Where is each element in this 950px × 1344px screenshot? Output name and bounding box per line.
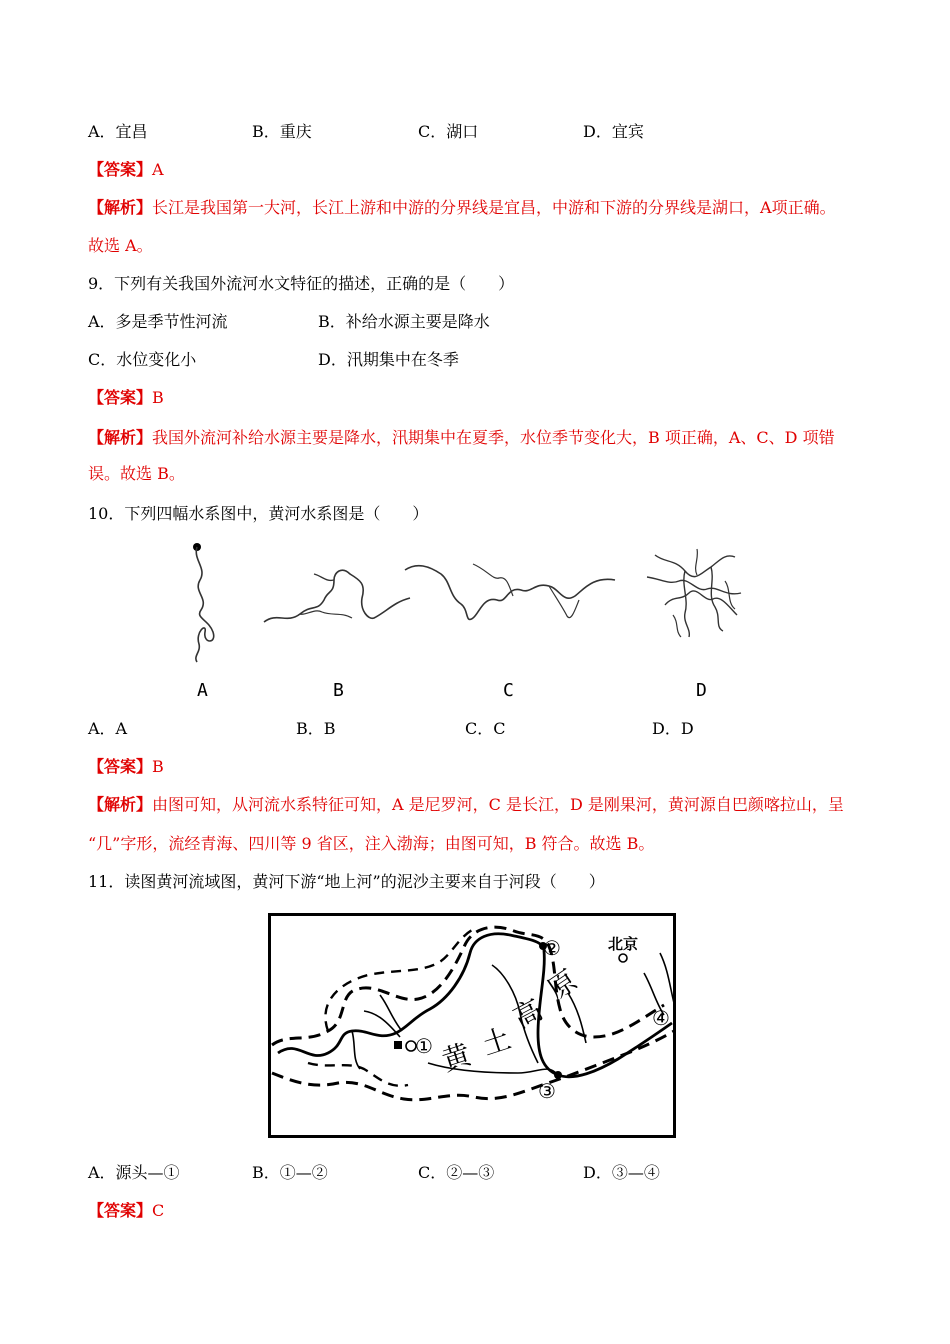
q9-option-a: A．多是季节性河流 — [88, 312, 228, 331]
q8-answer — [88, 160, 164, 180]
figure-label-b: B — [333, 680, 344, 701]
q10-question: 10．下列四幅水系图中，黄河水系图是（ ） — [88, 504, 429, 523]
marker-1: ① — [415, 1034, 433, 1058]
answer-value: B — [152, 388, 164, 407]
q11-option-b: B．①—② — [252, 1163, 328, 1182]
river-figure-a — [185, 540, 230, 665]
q9-answer — [88, 388, 164, 408]
river-figure-b — [262, 562, 422, 632]
q8-option-a: A．宜昌 — [88, 122, 148, 141]
q8-option-b: B．重庆 — [252, 122, 312, 141]
city-label: 北京 — [608, 935, 639, 953]
q9-analysis — [88, 428, 835, 448]
river-figure-d — [645, 545, 747, 641]
q8-analysis-cont: 故选 A。 — [88, 236, 153, 255]
analysis-label: 【解析】 — [88, 428, 153, 447]
q8-analysis — [88, 198, 836, 218]
figure-label-c: C — [503, 680, 514, 701]
q10-option-b: B．B — [296, 719, 336, 738]
marker-4: ④ — [652, 1006, 670, 1030]
answer-label: 【答案】 — [88, 160, 153, 179]
q10-analysis — [88, 795, 844, 815]
q10-option-c: C．C — [465, 719, 506, 738]
answer-value: B — [152, 757, 164, 776]
answer-label: 【答案】 — [88, 757, 153, 776]
answer-value: A — [152, 160, 164, 179]
region-char-3: 高 — [507, 992, 549, 1036]
q11-question: 11．读图黄河流域图，黄河下游“地上河”的泥沙主要来自于河段（ ） — [88, 872, 605, 891]
analysis-text: 我国外流河补给水源主要是降水，汛期集中在夏季，水位季节变化大，B 项正确，A、C、D 项错 — [152, 428, 835, 447]
answer-value: C — [152, 1201, 165, 1220]
q11-option-d: D．③—④ — [583, 1163, 660, 1182]
analysis-text: 由图可知，从河流水系特征可知，A 是尼罗河，C 是长江，D 是刚果河，黄河源自巴颜喀拉山，呈 — [152, 795, 844, 814]
figure-label-a: A — [197, 680, 208, 701]
analysis-text: 长江是我国第一大河，长江上游和中游的分界线是宜昌，中游和下游的分界线是湖口，A项正确。 — [152, 198, 836, 217]
q8-option-c: C．湖口 — [418, 122, 479, 141]
analysis-label: 【解析】 — [88, 198, 153, 217]
region-char-4: 原 — [541, 963, 584, 1007]
figure-label-d: D — [696, 680, 707, 701]
q10-answer — [88, 757, 164, 777]
region-char-1: 黄 — [437, 1037, 475, 1078]
q10-option-a: A．A — [88, 719, 128, 738]
q9-analysis-cont: 误。故选 B。 — [88, 464, 185, 483]
marker-3: ③ — [538, 1079, 556, 1103]
region-char-2: 土 — [477, 1021, 515, 1062]
river-figure-c — [403, 556, 618, 632]
q9-option-d: D．汛期集中在冬季 — [318, 350, 459, 369]
q8-option-d: D．宜宾 — [583, 122, 644, 141]
answer-label: 【答案】 — [88, 388, 153, 407]
q9-option-b: B．补给水源主要是降水 — [318, 312, 490, 331]
marker-2: ② — [543, 936, 561, 960]
q11-option-a: A．源头—① — [88, 1163, 180, 1182]
analysis-label: 【解析】 — [88, 795, 153, 814]
answer-label: 【答案】 — [88, 1201, 153, 1220]
q9-option-c: C．水位变化小 — [88, 350, 197, 369]
q11-option-c: C．②—③ — [418, 1163, 495, 1182]
q10-analysis-cont: “几”字形，流经青海、四川等 9 省区，注入渤海；由图可知，B 符合。故选 B。 — [88, 834, 655, 853]
q9-question: 9．下列有关我国外流河水文特征的描述，正确的是（ ） — [88, 274, 515, 293]
q10-option-d: D．D — [652, 719, 694, 738]
q11-answer — [88, 1201, 164, 1221]
yellow-river-map — [268, 913, 676, 1138]
